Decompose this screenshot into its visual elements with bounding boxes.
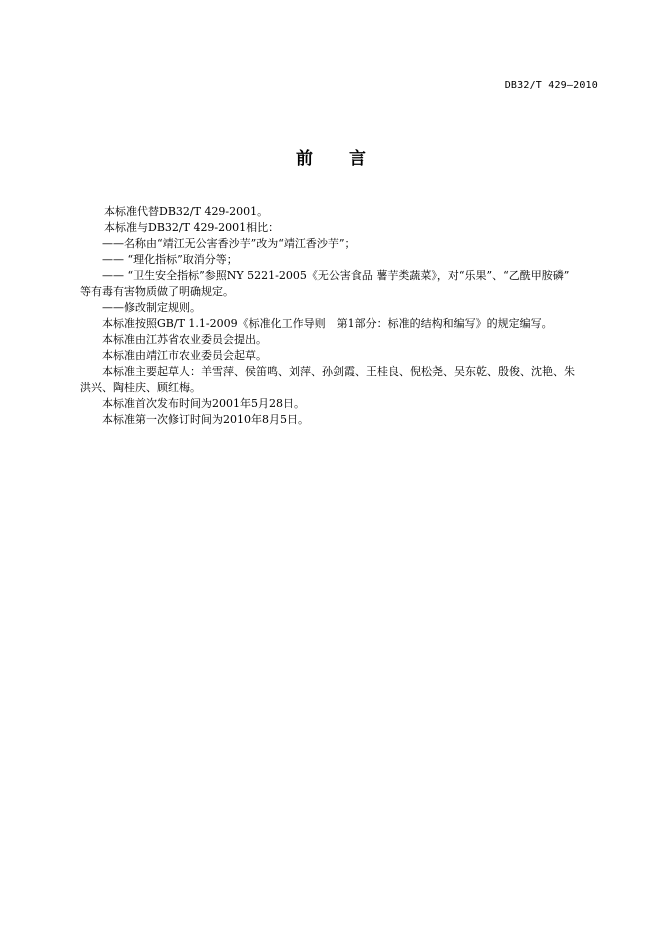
standard-code: DB32/T 429—2010 bbox=[504, 80, 598, 91]
paragraph-compared: 本标准与DB32/T 429-2001相比： bbox=[104, 221, 280, 234]
change-item-safety-cont: 等有毒有害物质做了明确规定。 bbox=[80, 285, 234, 298]
paragraph-drafters-cont: 洪兴、陶桂庆、顾红梅。 bbox=[80, 381, 201, 394]
paragraph-drafting-rules: 本标准按照GB/T 1.1-2009《标准化工作导则 第1部分：标准的结构和编写》的规定编写。 bbox=[102, 317, 553, 330]
change-item-physchem: —— “理化指标”取消分等； bbox=[102, 253, 238, 266]
paragraph-replaces: 本标准代替DB32/T 429-2001。 bbox=[104, 205, 269, 218]
change-item-safety: —— “卫生安全指标”参照NY 5221-2005《无公害食品 薯芋类蔬菜》，对“乐果”、“乙酰甲胺磷” bbox=[102, 269, 570, 282]
paragraph-drafters: 本标准主要起草人：羊雪萍、侯笛鸣、刘萍、孙剑霞、王桂良、倪松尧、吴东乾、殷俊、沈艳、朱 bbox=[102, 365, 575, 378]
paragraph-first-revision: 本标准第一次修订时间为2010年8月5日。 bbox=[102, 413, 309, 426]
change-item-name: ——名称由“靖江无公害香沙芋”改为“靖江香沙芋”； bbox=[102, 237, 356, 250]
foreword-body bbox=[80, 204, 600, 428]
paragraph-first-release: 本标准首次发布时间为2001年5月28日。 bbox=[102, 397, 305, 410]
paragraph-drafted-by: 本标准由靖江市农业委员会起草。 bbox=[102, 349, 267, 362]
change-item-rules: ——修改制定规则。 bbox=[102, 301, 201, 314]
page-title: 前言 bbox=[296, 149, 402, 169]
paragraph-proposed-by: 本标准由江苏省农业委员会提出。 bbox=[102, 333, 267, 346]
